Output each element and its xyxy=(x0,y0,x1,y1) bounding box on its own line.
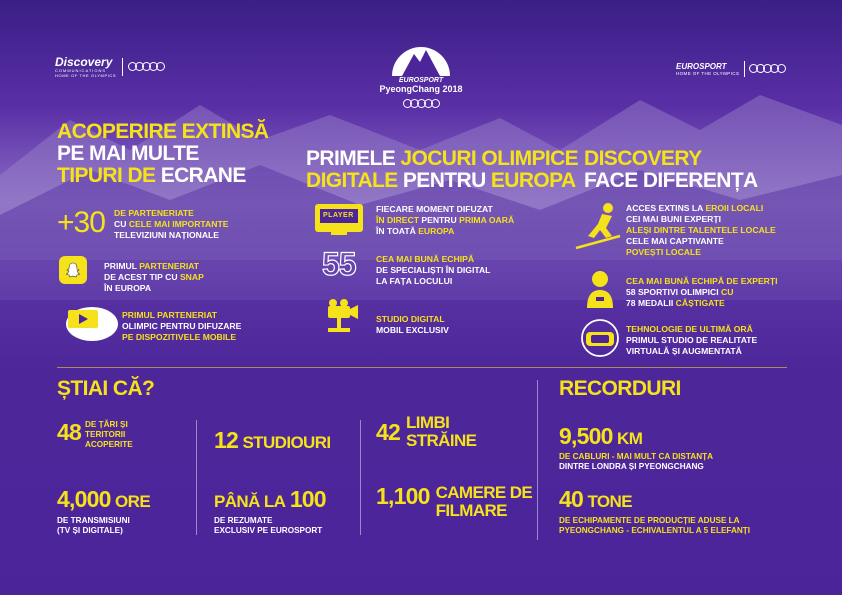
partnerships-count: +30 xyxy=(57,206,105,239)
col2-item2-text: CEA MAI BUNĂ ECHIPĂ DE SPECIALIȘTI ÎN DIGITAL LA FAȚA LOCULUI xyxy=(376,254,491,286)
discovery-sub: COMMUNICATIONS xyxy=(55,68,107,73)
discovery-brand: Discovery xyxy=(55,55,113,69)
stat-divider-1 xyxy=(196,420,197,535)
eurosport-pyeongchang-logo xyxy=(371,32,471,113)
col1-title xyxy=(57,121,269,187)
expert-person-icon xyxy=(585,270,615,315)
mobile-phone-icon xyxy=(62,298,120,347)
olympic-rings-icon xyxy=(750,60,785,78)
discovery-logo xyxy=(55,56,164,78)
discovery-tag: HOME OF THE OLYMPICS xyxy=(55,73,117,78)
player-label: PLAYER xyxy=(323,212,354,219)
stiai-title: ȘTIAI CĂ? xyxy=(57,377,155,400)
stat-cameras: 1,100 CAMERE DE FILMARE xyxy=(376,483,533,520)
col3-item1-text: ACCES EXTINS LA EROII LOCALI CEI MAI BUNI EXPERȚI ALEȘI DINTRE TALENTELE LOCALE CELE MAI CAPTIVANTE POVEȘTI LOCALE xyxy=(626,203,776,257)
stat-countries: 48 DE ȚĂRI ȘI TERITORII ACOPERITE xyxy=(57,419,133,449)
stat-hours: 4,000 ORE DE TRANSMISIUNI (TV ȘI DIGITALE) xyxy=(57,486,151,535)
stat-studios: 12 STUDIOURI xyxy=(214,427,331,453)
recorduri-title: RECORDURI xyxy=(559,377,681,400)
stat-divider-2 xyxy=(360,420,361,535)
snapchat-icon xyxy=(59,256,87,284)
section-divider xyxy=(57,367,787,368)
player-icon xyxy=(313,202,365,241)
col3-title: DISCOVERY FACE DIFERENȚA xyxy=(584,147,758,192)
digital-team-count: 55 xyxy=(322,246,356,282)
stat-highlights: PÂNĂ LA 100 DE REZUMATE EXCLUSIV PE EUROSPORT xyxy=(214,486,326,535)
col2-title: PRIMELE JOCURI OLIMPICE DIGITALE PENTRU EUROPA xyxy=(306,147,579,192)
center-eurosport: EUROSPORT xyxy=(398,77,444,84)
col1-title-line3b: ECRANE xyxy=(160,164,246,187)
skier-icon xyxy=(572,200,624,261)
col1-item3-text: PRIMUL PARTENERIAT OLIMPIC PENTRU DIFUZARE PE DISPOZITIVELE MOBILE xyxy=(122,310,242,342)
col1-title-line2: PE MAI MULTE xyxy=(57,142,199,165)
camera-studio-icon xyxy=(322,298,360,339)
eurosport-brand: EUROSPORT xyxy=(676,62,727,71)
olympic-rings-icon xyxy=(371,95,471,113)
col1-title-line3a: TIPURI DE xyxy=(57,164,156,187)
eurosport-logo xyxy=(676,60,785,78)
vr-headset-icon xyxy=(578,318,622,363)
mountain-logo-icon xyxy=(390,32,452,76)
col1-title-line1: ACOPERIRE EXTINSĂ xyxy=(57,120,269,143)
col1-item1-text: DE PARTENERIATE CU CELE MAI IMPORTANTE TELEVIZIUNI NAȚIONALE xyxy=(114,208,229,240)
stat-languages: 42 LIMBI STRĂINE xyxy=(376,413,477,450)
eurosport-tag: HOME OF THE OLYMPICS xyxy=(676,71,740,76)
col3-item3-text: TEHNOLOGIE DE ULTIMĂ ORĂ PRIMUL STUDIO DE REALITATE VIRTUALĂ ȘI AUGMENTATĂ xyxy=(626,324,758,356)
record-cables: 9,500 KM DE CABLURI - MAI MULT CA DISTANȚA DINTRE LONDRA ȘI PYEONGCHANG xyxy=(559,423,714,471)
stat-divider-3 xyxy=(537,380,538,540)
col2-item3-text: STUDIO DIGITAL MOBIL EXCLUSIV xyxy=(376,314,449,335)
col3-item2-text: CEA MAI BUNĂ ECHIPĂ DE EXPERȚI 58 SPORTIVI OLIMPICI CU 78 MEDALII CÂȘTIGATE xyxy=(626,276,778,308)
record-equipment: 40 TONE DE ECHIPAMENTE DE PRODUCȚIE ADUSE LA PYEONGCHANG - ECHIVALENTUL A 5 ELEFANȚI xyxy=(559,486,751,535)
col1-item2-text: PRIMUL PARTENERIAT DE ACEST TIP CU SNAP ÎN EUROPA xyxy=(104,261,204,293)
center-event: PyeongChang 2018 xyxy=(379,84,463,94)
olympic-rings-icon xyxy=(129,58,164,76)
col2-item1-text: FIECARE MOMENT DIFUZAT ÎN DIRECT PENTRU PRIMA OARĂ ÎN TOATĂ EUROPA xyxy=(376,204,515,236)
